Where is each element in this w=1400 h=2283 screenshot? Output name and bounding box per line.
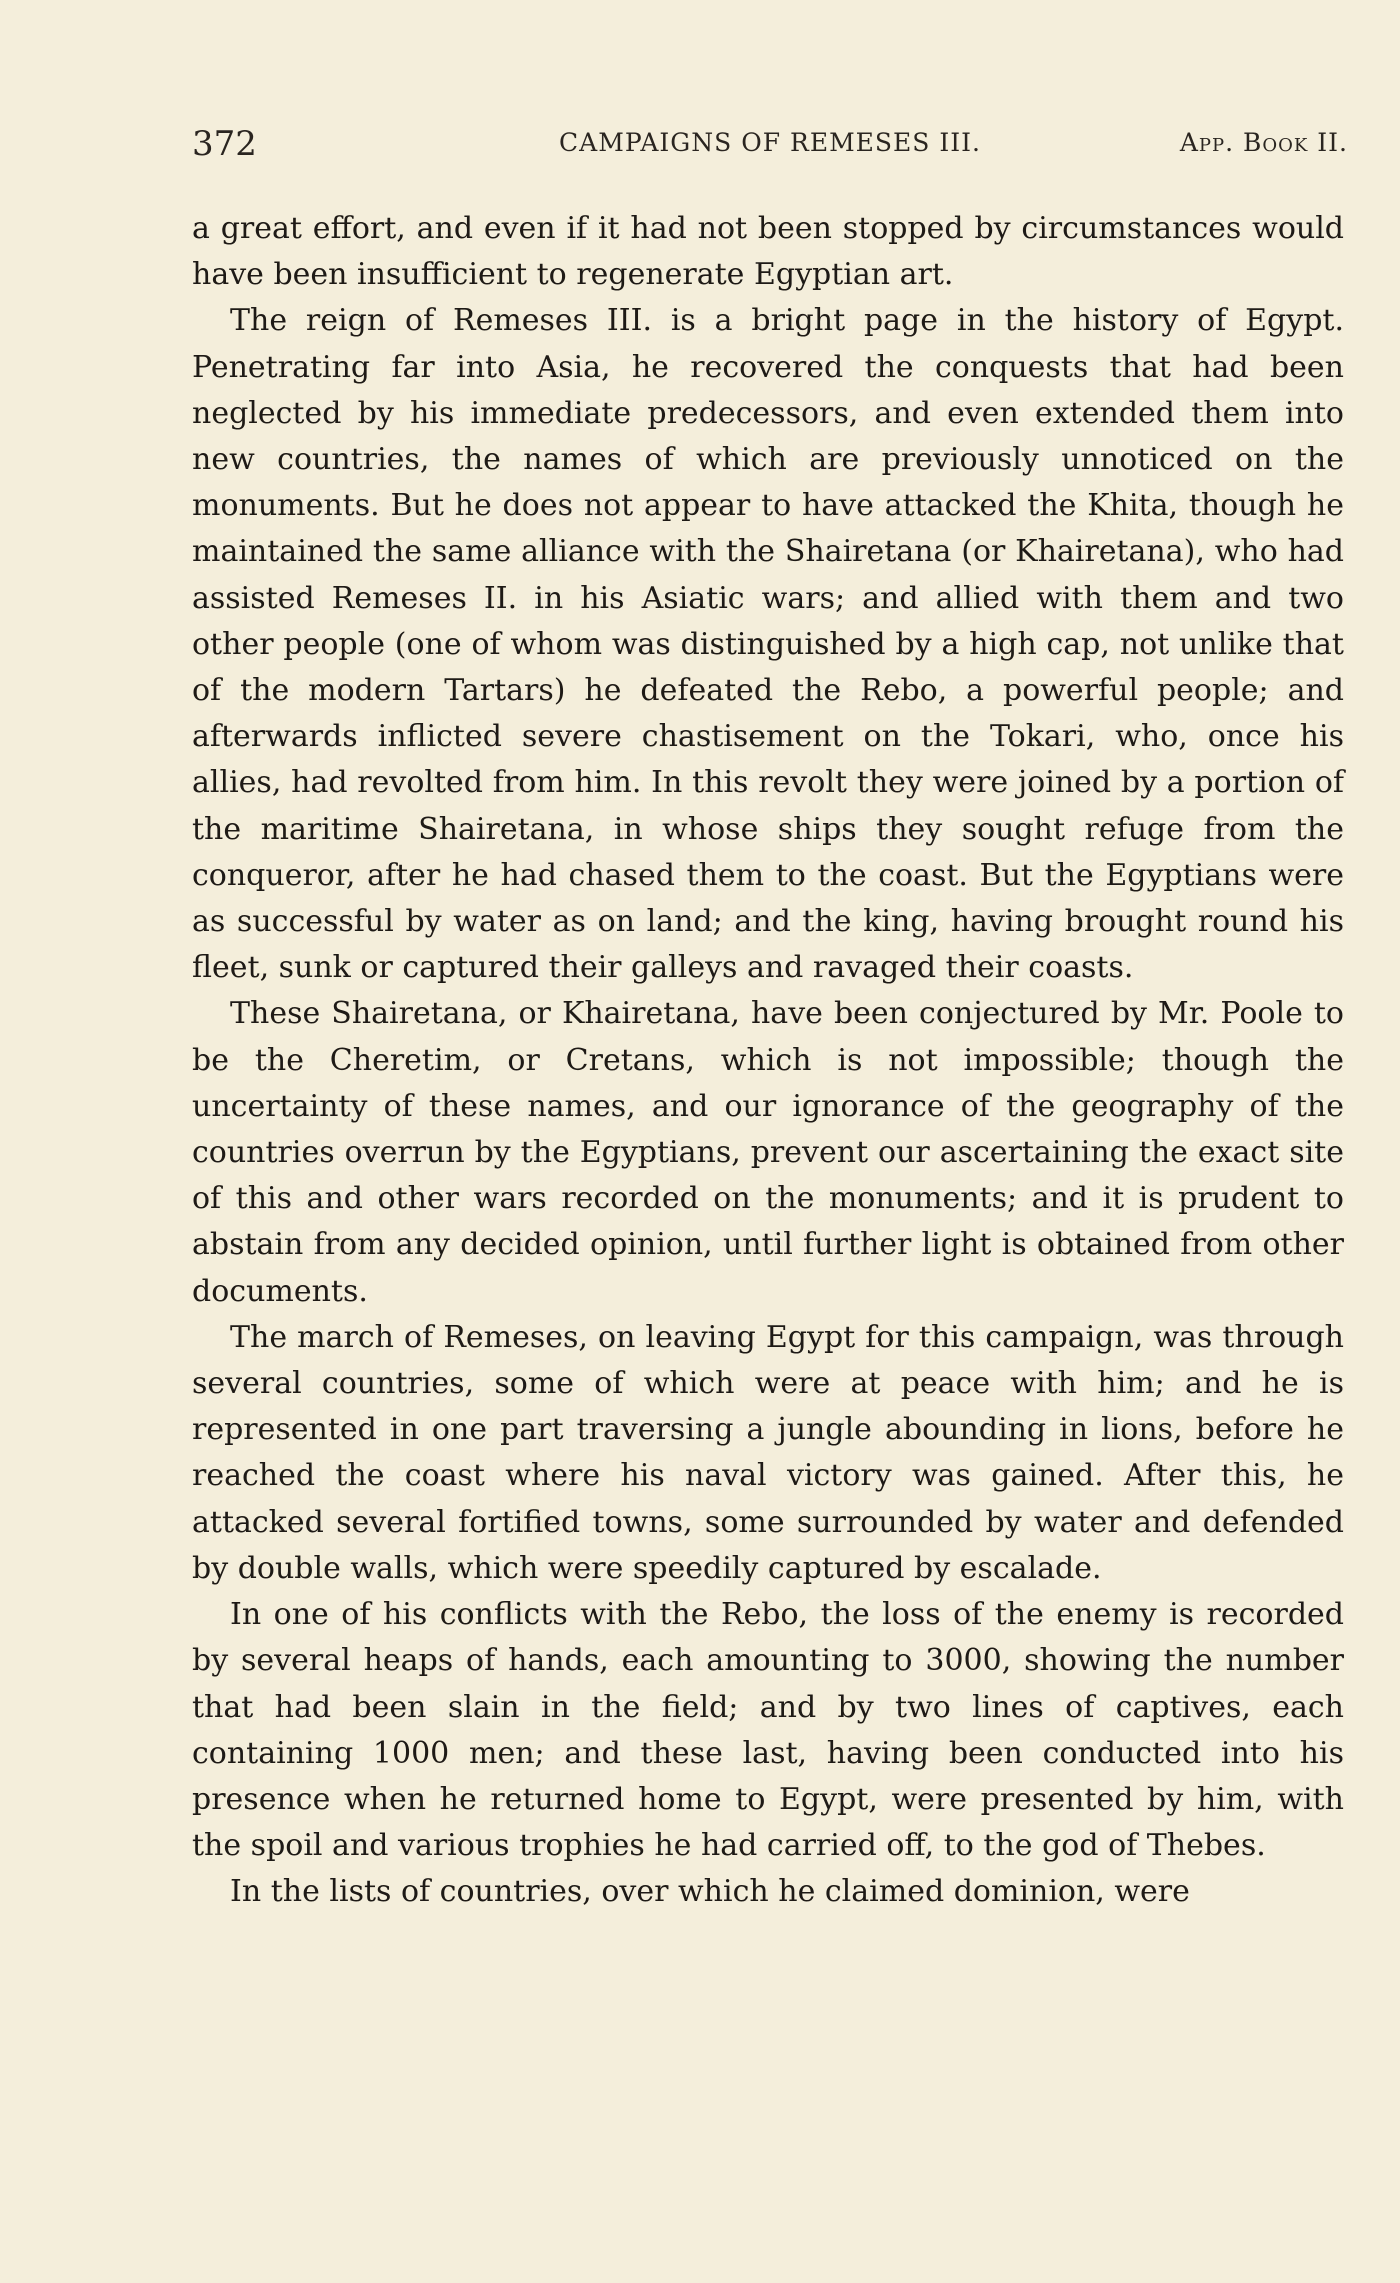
paragraph: In the lists of countries, over which he claimed dominion, were (230, 1874, 1190, 1910)
running-header (192, 124, 1348, 168)
book-reference: App. Book II. (1179, 128, 1348, 157)
running-title: CAMPAIGNS OF REMESES III. (559, 128, 981, 157)
body-text (192, 206, 1344, 1916)
paragraph: The reign of Remeses III. is a bright page in the history of Egypt. Penetrating far into Asia, he recovered the conquests that had been neglected by his immediate predecessors, and even extended them into new countries, the names of which are previously unnoticed on the monuments. But he does not appear to have attacked the Khita, though he maintained the same alliance with the Shairetana (or Khairetana), who had assisted Remeses II. in his Asiatic wars; and allied with them and two other people (one of whom was distinguished by a high cap, not unlike that of the modern Tartars) he defeated the Rebo, a powerful people; and afterwards inflicted severe chastisement on the Tokari, who, once his allies, had revolted from him. In this revolt they were joined by a portion of the maritime Shairetana, in whose ships they sought refuge from the conqueror, after he had chased them to the coast. But the Egyptians were as successful by water as on land; and the king, having brought round his fleet, sunk or captured their galleys and ravaged their coasts. (192, 303, 1344, 986)
page-number: 372 (192, 124, 257, 164)
paragraph: In one of his conflicts with the Rebo, the loss of the enemy is recorded by several heaps of hands, each amounting to 3000, showing the number that had been slain in the field; and by two lines of captives, each containing 1000 men; and these last, having been conducted into his presence when he returned home to Egypt, were presented by him, with the spoil and various trophies he had carried off, to the god of Thebes. (192, 1597, 1344, 1864)
paragraph: a great effort, and even if it had not been stopped by circumstances would have been insufficient to regenerate Egyptian art. (192, 211, 1344, 293)
paragraph: The march of Remeses, on leaving Egypt for this campaign, was through several countries, some of which were at peace with him; and he is represented in one part traversing a jungle abounding in lions, before he reached the coast where his naval victory was gained. After this, he attacked several fortified towns, some surrounded by water and defended by double walls, which were speedily captured by escalade. (192, 1319, 1344, 1586)
paragraph: These Shairetana, or Khairetana, have been conjectured by Mr. Poole to be the Cheretim, or Cretans, which is not impossible; though the uncertainty of these names, and our ignorance of the geography of the countries overrun by the Egyptians, prevent our ascertaining the exact site of this and other wars recorded on the monuments; and it is prudent to abstain from any decided opinion, until further light is obtained from other documents. (192, 996, 1344, 1309)
